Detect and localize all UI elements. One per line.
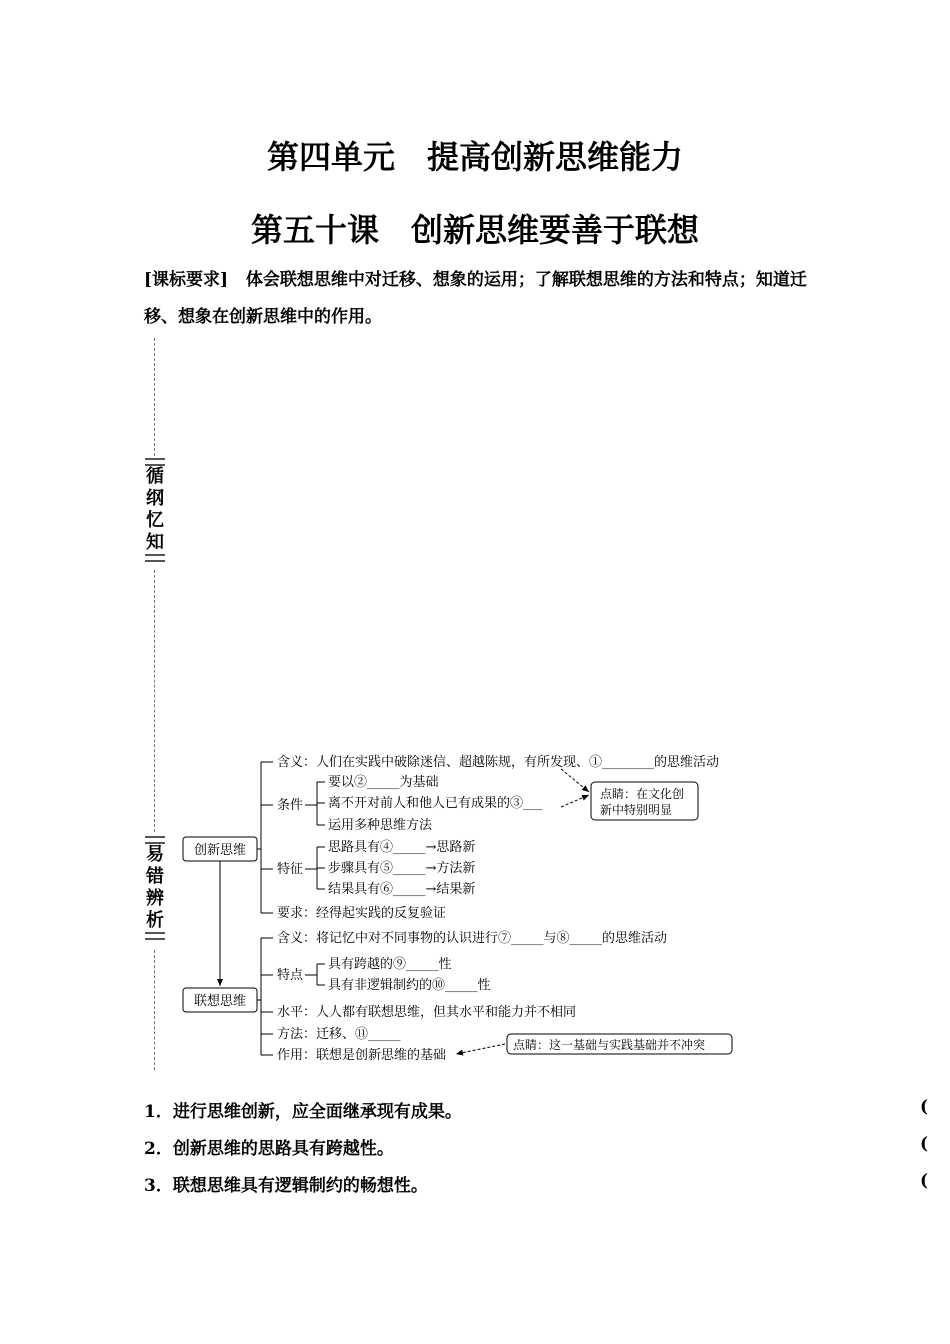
condition-item: 离不开对前人和他人已有成果的③___ xyxy=(328,796,543,811)
statement: 3．联想思维具有逻辑制约的畅想性。 xyxy=(144,1176,428,1196)
requirement-tag: [课标要求] xyxy=(144,270,229,290)
association-characteristic-label: 特点 xyxy=(277,968,304,983)
condition-item: 运用多种思维方法 xyxy=(328,818,433,833)
margin-line xyxy=(154,570,155,832)
unit-title: 第四单元 提高创新思维能力 xyxy=(266,138,683,176)
requirement-text: 体会联想思维中对迁移、想象的运用；了解联想思维的方法和特点；知道迁移、想象在创新思维中的作用。 xyxy=(144,270,807,327)
mind-map xyxy=(176,745,776,1067)
label-bars xyxy=(145,932,165,940)
answer-paren: ( xyxy=(920,1134,929,1154)
feature-item: 结果具有⑥_____→结果新 xyxy=(328,882,476,897)
answer-paren: ( xyxy=(920,1171,929,1191)
association-method: 方法：迁移、⑪_____ xyxy=(277,1027,401,1042)
node-association-thinking: 联想思维 xyxy=(193,994,247,1009)
feature-item: 步骤具有⑤_____→方法新 xyxy=(328,861,476,876)
characteristic-item: 具有非逻辑制约的⑩_____性 xyxy=(328,978,491,993)
creative-requirement: 要求：经得起实践的反复验证 xyxy=(277,906,447,921)
statement: 2．创新思维的思路具有跨越性。 xyxy=(144,1139,394,1159)
note-text: 点睛：这一基础与实践基础并不冲突 xyxy=(513,1038,706,1052)
association-level: 水平：人人都有联想思维，但其水平和能力并不相同 xyxy=(277,1005,577,1020)
creative-feature-label: 特征 xyxy=(277,862,304,877)
section-label-errors: 易 错 辨 析 xyxy=(144,836,166,940)
statement: 1．进行思维创新，应全面继承现有成果。 xyxy=(144,1102,462,1122)
lesson-title: 第五十课 创新思维要善于联想 xyxy=(250,211,699,249)
creative-meaning: 含义：人们在实践中破除迷信、超越陈规，有所发现、①________的思维活动 xyxy=(277,755,720,770)
margin-line xyxy=(154,338,155,456)
characteristic-item: 具有跨越的⑨_____性 xyxy=(328,957,452,972)
course-requirement xyxy=(144,262,824,336)
association-meaning: 含义：将记忆中对不同事物的认识进行⑦_____与⑧_____的思维活动 xyxy=(277,931,668,946)
condition-item: 要以②_____为基础 xyxy=(328,775,439,790)
node-creative-thinking: 创新思维 xyxy=(193,843,247,858)
feature-item: 思路具有④_____→思路新 xyxy=(328,840,476,855)
section-label-review: 循 纲 忆 知 xyxy=(144,458,166,562)
association-role: 作用：联想是创新思维的基础 xyxy=(277,1048,447,1063)
label-bars xyxy=(145,458,165,466)
answer-paren: ( xyxy=(920,1097,929,1117)
label-bars xyxy=(145,836,165,844)
creative-condition-label: 条件 xyxy=(277,798,304,813)
note-text: 点睛：在文化创 xyxy=(600,787,685,801)
note-text: 新中特别明显 xyxy=(600,803,673,817)
label-bars xyxy=(145,554,165,562)
margin-line xyxy=(154,950,155,1070)
